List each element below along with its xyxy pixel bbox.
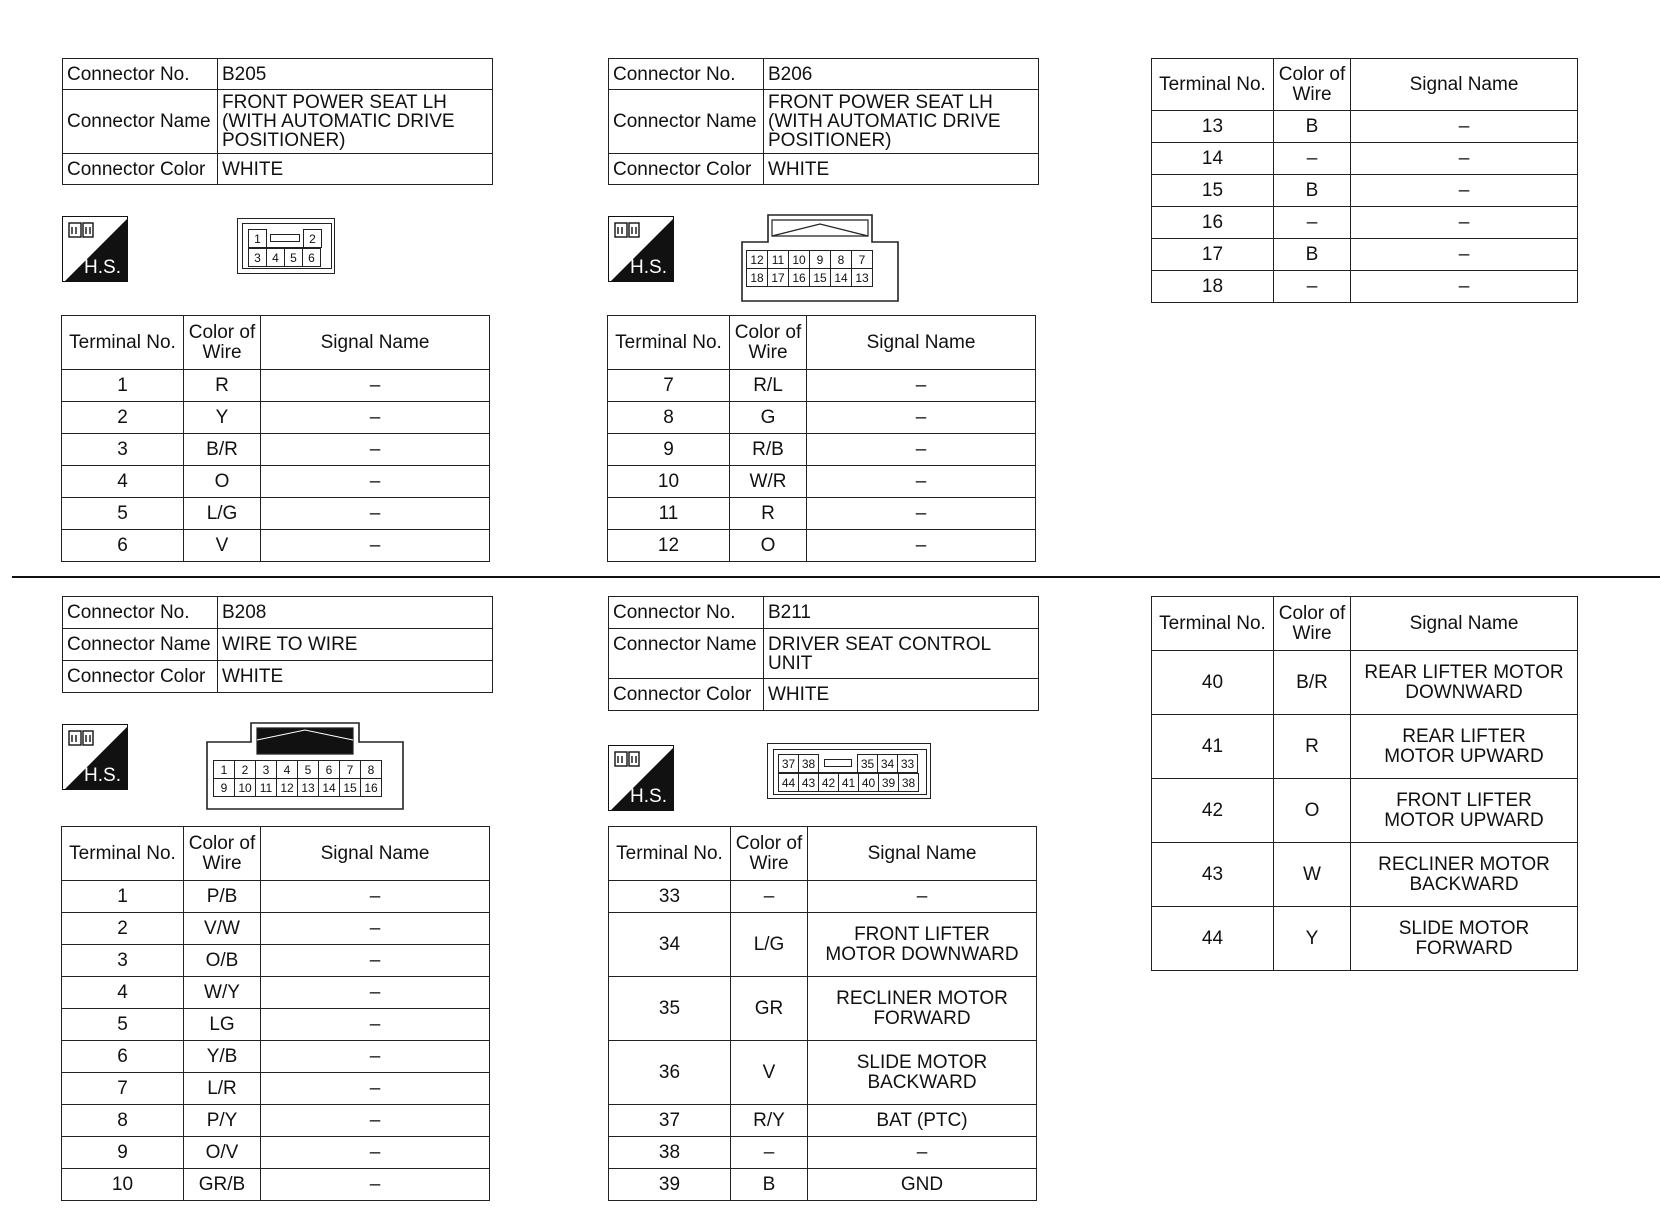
harness-side-icon: H.S. [608,745,674,811]
pin: 3 [249,249,267,267]
color-of-wire-header: Color of Wire [184,316,261,370]
table-row: 9 O/V – [62,1137,490,1169]
table-row: 7 L/R – [62,1073,490,1105]
table-row: 10 W/R – [608,466,1036,498]
table-row: 37 R/Y BAT (PTC) [609,1105,1037,1137]
connector-color-label: Connector Color [63,661,218,693]
table-row: 5 LG – [62,1009,490,1041]
table-row: 2 V/W – [62,913,490,945]
table-row: 35 GR RECLINER MOTOR FORWARD [609,977,1037,1041]
connector-color-value: WHITE [218,154,493,185]
table-row: 3 O/B – [62,945,490,977]
section-divider [12,576,1660,578]
b205-terminal-table [61,315,490,562]
pin: 2 [304,230,322,248]
harness-side-icon: H.S. [62,216,128,282]
connector-color-label: Connector Color [63,154,218,185]
connector-no-label: Connector No. [63,59,218,90]
table-row: 36 V SLIDE MOTOR BACKWARD [609,1041,1037,1105]
signal-name-header: Signal Name [1351,597,1578,651]
table-row: 40 B/R REAR LIFTER MOTOR DOWNWARD [1152,651,1578,715]
terminal-no-header: Terminal No. [62,316,184,370]
harness-side-icon: H.S. [608,216,674,282]
table-row: 10 GR/B – [62,1169,490,1201]
table-row: 4 W/Y – [62,977,490,1009]
table-row: 15 B – [1152,175,1578,207]
signal-name-header: Signal Name [261,316,490,370]
connector-name-label: Connector Name [609,90,764,154]
connector-no-value: B208 [218,597,493,629]
table-row: 7 R/L – [608,370,1036,402]
table-row: 1 P/B – [62,881,490,913]
pin: 4 [267,249,285,267]
harness-side-icon: H.S. [62,724,128,790]
table-row: 18 – – [1152,271,1578,303]
color-of-wire-header: Color of Wire [184,827,261,881]
connector-color-label: Connector Color [609,154,764,185]
table-row: 43 W RECLINER MOTOR BACKWARD [1152,843,1578,907]
b211-connector-face: 37 38 35 34 33 44 43 42 41 40 39 38 [767,743,931,799]
signal-name-header: Signal Name [808,827,1037,881]
connector-no-value: B206 [764,59,1039,90]
connector-color-value: WHITE [764,154,1039,185]
table-row: 14 – – [1152,143,1578,175]
terminal-no-header: Terminal No. [608,316,730,370]
color-of-wire-header: Color of Wire [1274,59,1351,111]
table-row: 42 O FRONT LIFTER MOTOR UPWARD [1152,779,1578,843]
pin: 6 [303,249,321,267]
signal-name-header: Signal Name [807,316,1036,370]
table-row: 9 R/B – [608,434,1036,466]
connector-no-value: B205 [218,59,493,90]
table-row: 16 – – [1152,207,1578,239]
connector-no-label: Connector No. [63,597,218,629]
connector-color-label: Connector Color [609,679,764,711]
connector-name-label: Connector Name [63,90,218,154]
table-row: 6 Y/B – [62,1041,490,1073]
terminal-no-header: Terminal No. [62,827,184,881]
color-of-wire-header: Color of Wire [1274,597,1351,651]
connector-name-value: DRIVER SEAT CONTROL UNIT [764,629,1039,679]
b208-info-table [62,596,493,693]
table-row: 41 R REAR LIFTER MOTOR UPWARD [1152,715,1578,779]
table-row: 4 O – [62,466,490,498]
table-row: 44 Y SLIDE MOTOR FORWARD [1152,907,1578,971]
b211-info-table [608,596,1039,711]
table-row: 34 L/G FRONT LIFTER MOTOR DOWNWARD [609,913,1037,977]
b206-terminal-table-continued [1151,58,1578,303]
connector-name-value: FRONT POWER SEAT LH (WITH AUTOMATIC DRIVE POSITIONER) [218,90,493,154]
table-row: 1 R – [62,370,490,402]
connector-no-label: Connector No. [609,597,764,629]
connector-name-value: WIRE TO WIRE [218,629,493,661]
connector-no-label: Connector No. [609,59,764,90]
b208-connector-face: 1 2 3 4 5 6 7 8 9 10 11 12 13 14 15 16 [205,722,405,810]
table-row: 2 Y – [62,402,490,434]
b206-connector-face: 12 11 10 9 8 7 18 17 16 15 14 13 [740,214,900,302]
table-row: 11 R – [608,498,1036,530]
connector-no-value: B211 [764,597,1039,629]
table-row: 5 L/G – [62,498,490,530]
signal-name-header: Signal Name [1351,59,1578,111]
table-row: 39 B GND [609,1169,1037,1201]
connector-color-value: WHITE [218,661,493,693]
connector-name-label: Connector Name [63,629,218,661]
table-row: 6 V – [62,530,490,562]
b211-terminal-table [608,826,1037,1201]
b205-info-table [62,58,493,185]
terminal-no-header: Terminal No. [1152,597,1274,651]
pin: 1 [249,230,267,248]
color-of-wire-header: Color of Wire [730,316,807,370]
b206-terminal-table [607,315,1036,562]
table-row: 8 G – [608,402,1036,434]
connector-name-value: FRONT POWER SEAT LH (WITH AUTOMATIC DRIVE POSITIONER) [764,90,1039,154]
table-row: 17 B – [1152,239,1578,271]
b208-terminal-table [61,826,490,1201]
connector-key [267,230,304,248]
b206-info-table [608,58,1039,185]
terminal-no-header: Terminal No. [1152,59,1274,111]
table-row: 3 B/R – [62,434,490,466]
connector-name-label: Connector Name [609,629,764,679]
table-row: 13 B – [1152,111,1578,143]
b205-connector-face [237,218,335,274]
pin: 5 [285,249,303,267]
signal-name-header: Signal Name [261,827,490,881]
table-row: 12 O – [608,530,1036,562]
table-row: 38 – – [609,1137,1037,1169]
terminal-no-header: Terminal No. [609,827,731,881]
table-row: 33 – – [609,881,1037,913]
color-of-wire-header: Color of Wire [731,827,808,881]
b211-terminal-table-continued [1151,596,1578,971]
table-row: 8 P/Y – [62,1105,490,1137]
connector-color-value: WHITE [764,679,1039,711]
